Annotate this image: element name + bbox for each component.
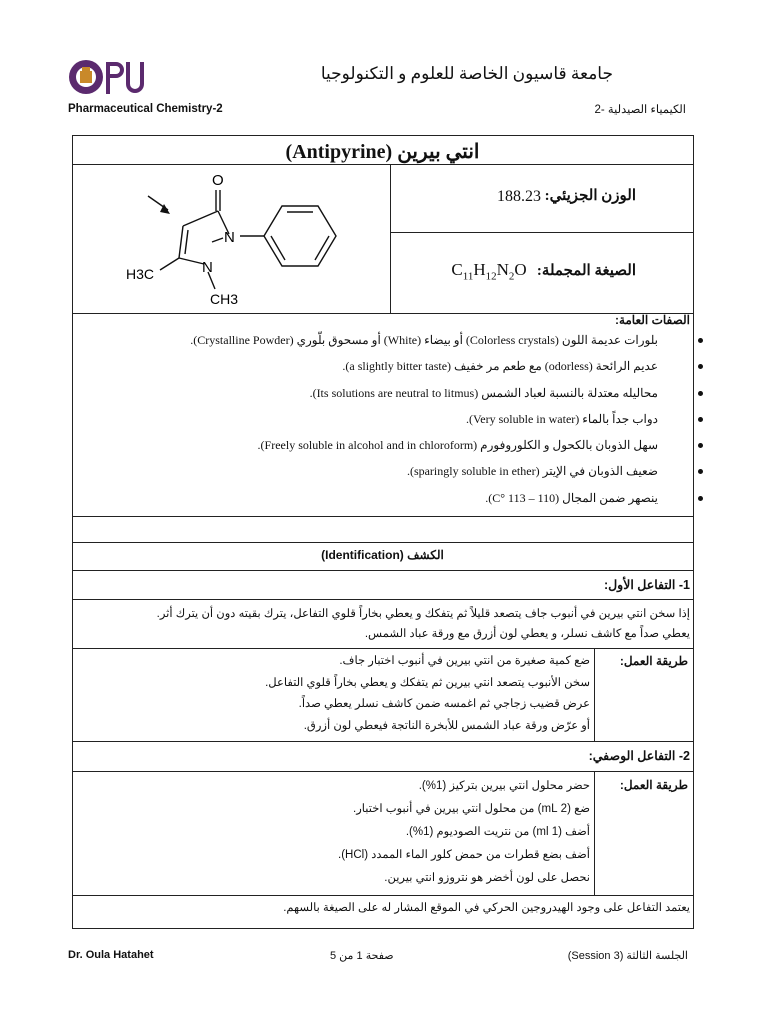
molecular-formula [451,260,636,282]
list-item: عديم الرائحة (odorless) مع طعم مر خفيف (a slightly bitter taste). [98,356,658,382]
step-item: سخن الأنبوب يتصعد انتي بيرين ثم يتفكك و يعطي بخاراً قلوي التفاعل. [265,676,590,689]
formula-c: C [451,260,463,279]
table-line [72,542,693,543]
antipyrine-structure [120,166,370,312]
atom-nitrogen-1: N [224,229,235,246]
compound-title: انتي بيرين (Antipyrine) [285,141,480,163]
footer-page-number: صفحة 1 من 5 [330,950,394,962]
university-name: جامعة قاسيون الخاصة للعلوم و التكنولوجيا [320,64,613,83]
table-divider-method1 [594,648,595,741]
reaction-1-description-line: إذا سخن انتي بيرين في أنبوب جاف يتصعد قليلاً ثم يتفكك و يعطي بخاراً قلوي التفاعل، يترك بقيته دون أن يترك أثر. [156,608,690,620]
table-line [72,599,693,600]
university-logo [66,52,146,102]
atom-oxygen: O [212,172,224,189]
reaction-1-title: 1- التفاعل الأول: [603,578,690,592]
reaction-1-steps [150,651,590,737]
table-line [72,570,693,571]
table-line-half [391,232,693,233]
list-item: ضعيف الذوبان في الإيتر (sparingly soluble in ether). [98,461,658,487]
molecular-weight-value: 188.23 [497,188,541,205]
atom-nitrogen-2: N [202,259,213,276]
step-item: ضع كمية صغيرة من انتي بيرين في أنبوب اختبار جاف. [339,655,590,667]
table-line [72,313,693,314]
table-line [72,648,693,649]
reaction-2-title: 2- التفاعل الوصفي: [588,749,690,763]
molecular-formula-label: الصيغة المجملة: [536,263,636,279]
list-item: ينصهر ضمن المجال (110 – 113 °C). [98,488,658,514]
step-item: أضف بضع قطرات من حمض كلور الماء الممدد (HCl). [338,849,590,861]
step-item: أو عرّض ورقة عباد الشمس للأبخرة الناتجة فيعطي لون أزرق. [303,719,590,732]
footer-session: الجلسة الثالثة (Session 3) [567,950,688,962]
formula-h: H [473,260,486,279]
methyl-left: H3C [126,266,155,282]
table-border-right [693,135,694,929]
list-item: محاليله معتدلة بالنسبة لعباد الشمس (Its solutions are neutral to litmus). [98,383,658,409]
table-line [72,164,693,165]
reaction-1-description-line: يعطي صداً مع كاشف نسلر، و يعطي لون أزرق مع ورقة عباد الشمس. [364,628,690,640]
table-line [72,516,693,517]
step-item: عرض قضيب زجاجي ثم اغمسه ضمن كاشف نسلر يعطي صداً. [298,698,590,710]
formula-c-count: 11 [462,270,474,283]
properties-list [98,330,658,514]
table-border-left [72,135,73,929]
table-divider-method2 [594,771,595,895]
table-border-top [72,135,693,136]
course-name-english: Pharmaceutical Chemistry-2 [68,103,223,115]
table-line [72,771,693,772]
list-item: بلورات عديمة اللون (Colorless crystals) أو بيضاء (White) أو مسحوق بلّوري (Crystalline Powder). [98,330,658,356]
reaction-1-description [90,604,690,644]
methyl-bottom: CH3 [210,291,239,307]
step-item: نحصل على لون أخضر هو نتروزو انتي بيرين. [384,872,590,884]
identification-title: الكشف (Identification) [321,548,444,562]
step-item: ضع (2 mL) من محلول انتي بيرين في أنبوب اختبار. [353,803,590,815]
formula-o: O [514,260,527,279]
molecular-weight-label: الوزن الجزيئي: [544,188,636,204]
reaction-2-steps [150,775,590,890]
step-item: أضف (1 ml) من نتريت الصوديوم (1%). [405,826,590,838]
footer-author: Dr. Oula Hatahet [68,949,154,961]
table-line [72,895,693,896]
table-line [72,741,693,742]
general-properties-title: الصفات العامة: [614,313,690,327]
reaction-2-method-label: طريقة العمل: [619,778,688,792]
table-divider-structure [390,164,391,313]
course-name-arabic: الكيمياء الصيدلية -2 [594,104,686,116]
step-item: حضر محلول انتي بيرين بتركيز (1%). [418,780,590,792]
list-item: سهل الذوبان بالكحول و الكلوروفورم (Freely soluble in alcohol and in chloroform). [98,435,658,461]
list-item: دواب جداً بالماء (Very soluble in water). [98,409,658,435]
formula-n-count: 2 [508,270,515,283]
table-border-bottom [72,928,693,929]
reaction-1-method-label: طريقة العمل: [619,654,688,668]
formula-h-count: 12 [485,270,497,283]
reaction-note: يعتمد التفاعل على وجود الهيدروجين الحركي في الموقع المشار له على الصيغة بالسهم. [283,902,690,914]
formula-n: N [496,260,509,279]
